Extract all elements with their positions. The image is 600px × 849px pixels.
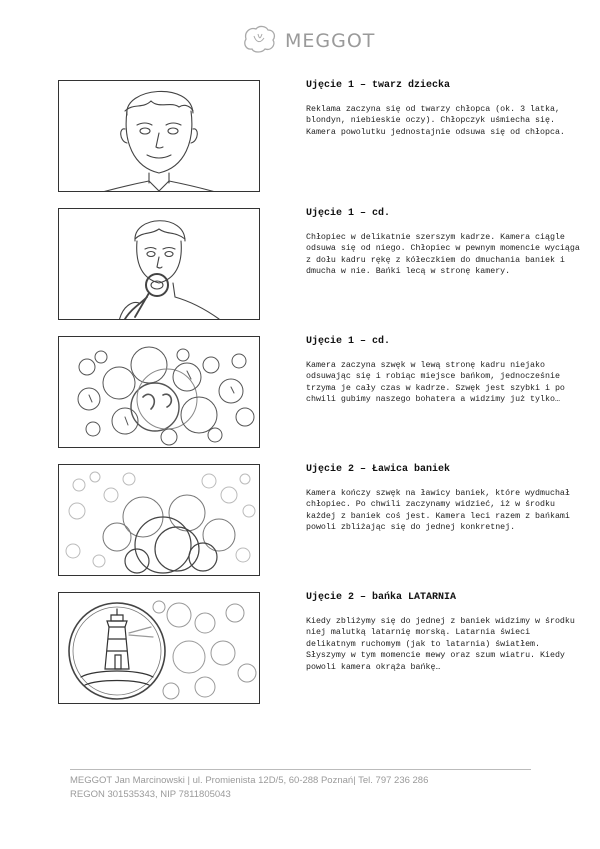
scene-2-frame [58, 208, 260, 320]
logo-mark-icon [238, 22, 280, 56]
lighthouse-bubble-sketch [59, 593, 259, 703]
scene-1-frame [58, 80, 260, 192]
bubble-shoal-sketch [59, 465, 259, 575]
scene-4-frame [58, 464, 260, 576]
scene-3-title: Ujęcie 1 – cd. [306, 336, 391, 347]
footer-registration: REGON 301535343, NIP 7811805043 [70, 789, 231, 800]
scene-4-description: Kamera kończy szwęk na ławicy baniek, które wydmuchał chłopiec. Po chwili zaczynamy widzieć, iż w środku każdej z baniek coś jest. Kamera leci razem z bańkami powoli zbliżając się do jednej konkretnej. [306, 489, 570, 533]
scene-1-description: Reklama zaczyna się od twarzy chłopca (ok. 3 latka, blondyn, niebieskie oczy). Chłopczyk uśmiecha się. Kamera powolutku jednostajnie odsuwa się od chłopca. [306, 105, 565, 137]
child-face-sketch [59, 81, 259, 191]
child-blowing-bubbles-sketch [59, 209, 259, 319]
logo-text: MEGGOT [285, 30, 376, 52]
scene-1-title: Ujęcie 1 – twarz dziecka [306, 80, 451, 91]
scene-5-frame [58, 592, 260, 704]
bubbles-pan-sketch [59, 337, 259, 447]
scene-4-title: Ujęcie 2 – Ławica baniek [306, 464, 451, 475]
scene-5-description: Kiedy zbliżymy się do jednej z baniek widzimy w środku niej malutką latarnię morską. Latarnia świeci delikatnym ruchomym (jak to latarnia) światłem. Słyszymy w tym momencie mewy oraz szum wiatru. Kiedy powoli kamera okrąża bańkę… [306, 617, 575, 672]
company-logo [238, 22, 376, 56]
footer-address: MEGGOT Jan Marcinowski | ul. Promienista 12D/5, 60-288 Poznań| Tel. 797 236 286 [70, 775, 429, 786]
scene-2-description: Chłopiec w delikatnie szerszym kadrze. Kamera ciągle odsuwa się od niego. Chłopiec w pewnym momencie wyciąga z dołu kadru rękę z kółeczkiem do dmuchania baniek i dmucha w nie. Bańki lecą w stronę kamery. [306, 233, 580, 277]
scene-3-frame [58, 336, 260, 448]
footer-divider [70, 769, 531, 770]
scene-5-title: Ujęcie 2 – bańka LATARNIA [306, 592, 457, 603]
scene-2-title: Ujęcie 1 – cd. [306, 208, 391, 219]
scene-3-description: Kamera zaczyna szwęk w lewą stronę kadru niejako odsuwając się i robiąc miejsce bańkom, jednocześnie trzyma je cały czas w kadrze. Szwęk jest szybki i po chwili gubimy naszego bohatera a widzimy już tylko… [306, 361, 565, 405]
